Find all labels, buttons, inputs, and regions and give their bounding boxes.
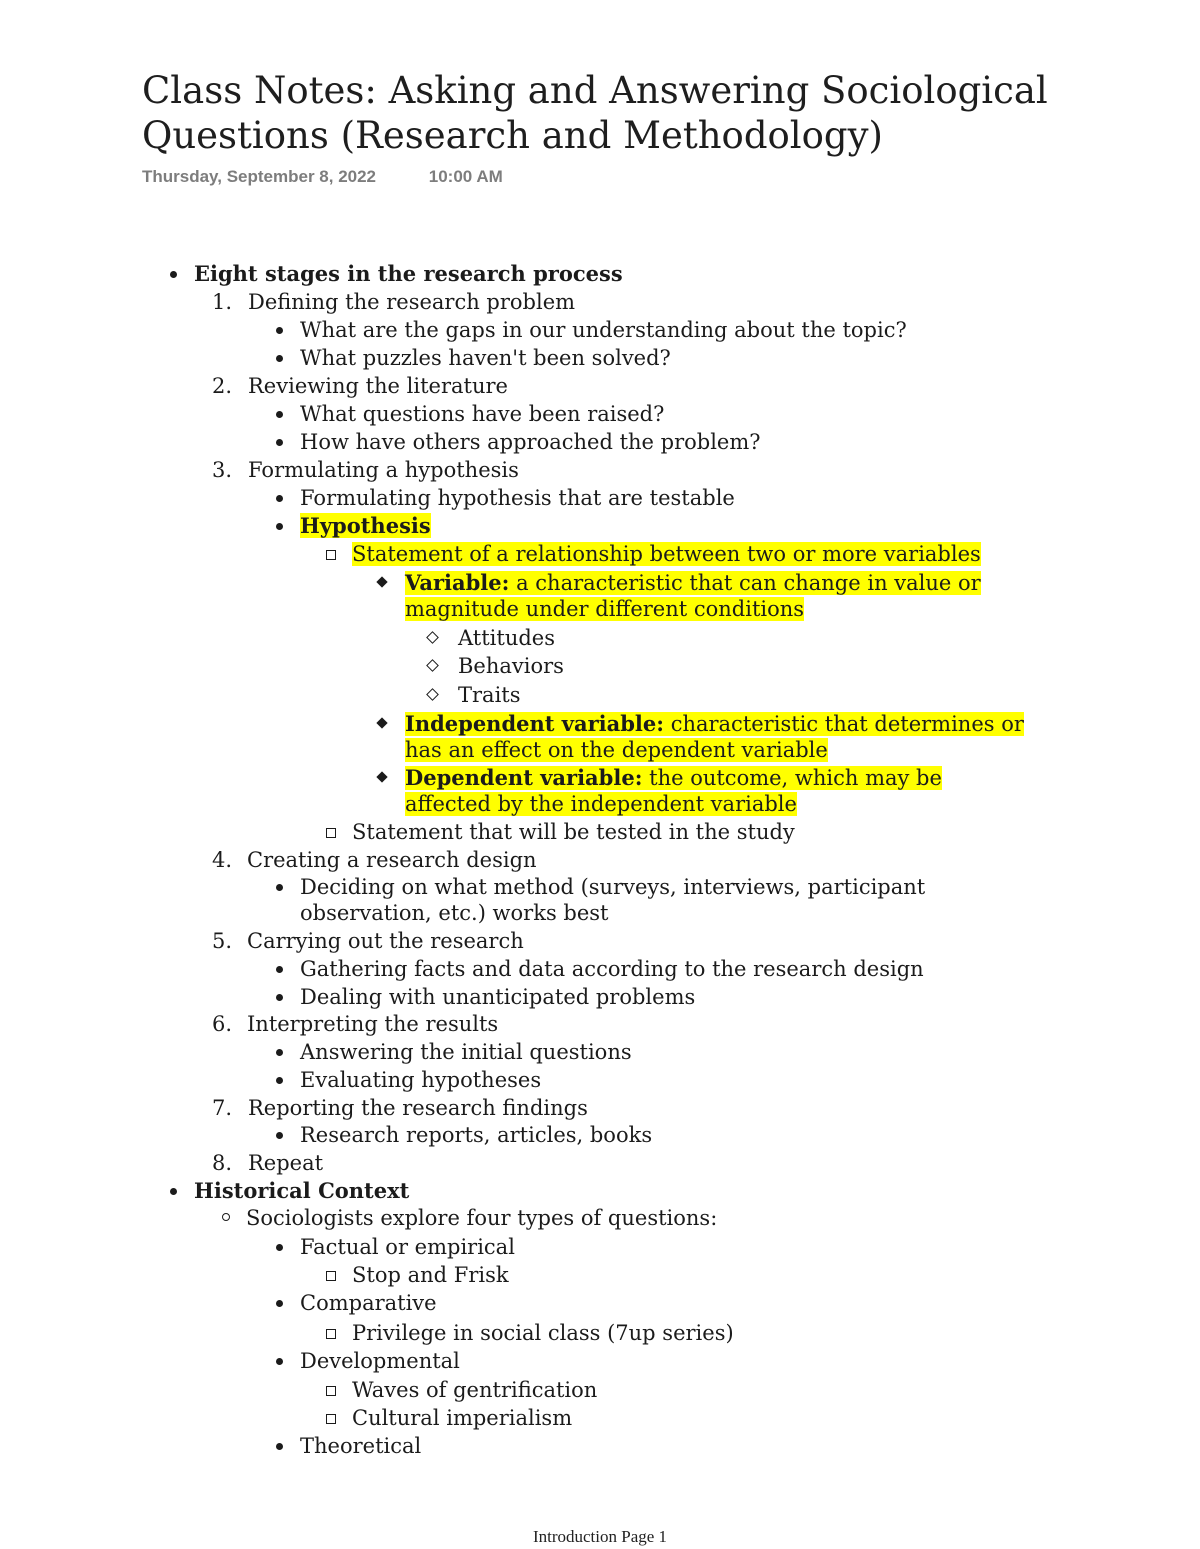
- definition: magnitude under different conditions: [405, 597, 805, 621]
- list-item: [204, 1149, 323, 1177]
- square-bullet-icon: [326, 1329, 336, 1339]
- term: Independent variable:: [405, 711, 665, 736]
- list-item: [170, 1177, 409, 1205]
- list-item: [428, 624, 555, 652]
- bullet-icon: [276, 327, 283, 334]
- list-item: [276, 484, 735, 512]
- list-item: [276, 1066, 541, 1094]
- list-text: Developmental: [300, 1349, 460, 1373]
- list-text: Waves of gentrification: [352, 1378, 598, 1402]
- list-text: Repeat: [248, 1151, 324, 1175]
- list-item: [378, 764, 942, 792]
- list-item: [204, 456, 519, 484]
- bullet-icon: [276, 1077, 283, 1084]
- list-item: [204, 1094, 588, 1122]
- list-text: Comparative: [300, 1291, 437, 1315]
- list-item: [276, 344, 671, 372]
- term: Dependent variable:: [405, 765, 643, 790]
- bullet-icon: [276, 1300, 283, 1307]
- list-item: [326, 540, 981, 568]
- list-text: Cultural imperialism: [352, 1406, 573, 1430]
- bullet-icon: [276, 884, 283, 891]
- term: Variable:: [405, 570, 510, 595]
- list-item: [276, 512, 431, 540]
- bullet-icon: [276, 523, 283, 530]
- list-item: [428, 681, 521, 709]
- outline-diamond-bullet-icon: [426, 688, 439, 701]
- diamond-bullet-icon: [376, 771, 387, 782]
- list-item: [276, 1289, 437, 1317]
- bullet-icon: [276, 439, 283, 446]
- definition: affected by the independent variable: [405, 792, 797, 816]
- diamond-bullet-icon: [376, 717, 387, 728]
- list-text: How have others approached the problem?: [300, 430, 761, 454]
- circle-bullet-icon: [222, 1213, 230, 1221]
- list-number: 4.: [211, 848, 232, 872]
- list-text: observation, etc.) works best: [300, 901, 609, 925]
- section-heading: Eight stages in the research process: [194, 261, 623, 286]
- list-text: Gathering facts and data according to the research design: [300, 957, 924, 981]
- bullet-icon: [276, 495, 283, 502]
- definition: characteristic that determines or: [664, 712, 1024, 736]
- list-text: Dealing with unanticipated problems: [300, 985, 696, 1009]
- page-title: Class Notes: Asking and Answering Sociological Questions (Research and Methodology): [142, 69, 1048, 157]
- note-date: Thursday, September 8, 2022: [142, 167, 377, 186]
- list-item: [378, 710, 1024, 738]
- list-item: [276, 983, 695, 1011]
- section-heading: Historical Context: [194, 1178, 410, 1203]
- list-item-continuation: [405, 736, 828, 764]
- list-item: [276, 316, 907, 344]
- bullet-icon: [170, 271, 177, 278]
- list-text: Interpreting the results: [247, 1012, 499, 1036]
- note-time: 10:00 AM: [428, 167, 503, 186]
- list-item: [326, 1404, 572, 1432]
- bullet-icon: [276, 411, 283, 418]
- list-text: What questions have been raised?: [300, 402, 665, 426]
- square-bullet-icon: [326, 550, 336, 560]
- list-item: [276, 400, 664, 428]
- list-text: Formulating hypothesis that are testable: [300, 486, 735, 510]
- list-item: [326, 1319, 734, 1347]
- list-item: [276, 1038, 632, 1066]
- square-bullet-icon: [326, 1271, 336, 1281]
- diamond-bullet-icon: [376, 576, 387, 587]
- outline-diamond-bullet-icon: [426, 631, 439, 644]
- list-item: [326, 1261, 509, 1289]
- list-number: 1.: [211, 290, 232, 314]
- bullet-icon: [276, 1049, 283, 1056]
- bullet-icon: [170, 1188, 177, 1195]
- list-item: [378, 569, 981, 597]
- list-item: [204, 1010, 498, 1038]
- page-footer: Introduction Page 1: [532, 1527, 668, 1546]
- list-text: Carrying out the research: [247, 929, 524, 953]
- list-text: Traits: [458, 683, 521, 707]
- square-bullet-icon: [326, 828, 336, 838]
- list-item: [276, 873, 925, 901]
- bullet-icon: [276, 355, 283, 362]
- list-text: Answering the initial questions: [300, 1040, 632, 1064]
- list-text: Factual or empirical: [300, 1235, 515, 1259]
- list-item: [276, 955, 924, 983]
- bullet-icon: [276, 994, 283, 1001]
- list-number: 7.: [211, 1096, 232, 1120]
- list-text: Research reports, articles, books: [300, 1123, 653, 1147]
- list-item: [170, 260, 623, 288]
- list-text: Theoretical: [300, 1434, 422, 1458]
- list-text: Attitudes: [458, 626, 556, 650]
- list-text: Behaviors: [458, 654, 564, 678]
- list-item: [204, 372, 508, 400]
- list-item: [276, 1347, 460, 1375]
- list-text: Reviewing the literature: [248, 374, 508, 398]
- definition: a characteristic that can change in value or: [509, 571, 981, 595]
- note-meta: [142, 167, 503, 187]
- list-item: [222, 1204, 717, 1232]
- bullet-icon: [276, 1358, 283, 1365]
- list-text: What puzzles haven't been solved?: [300, 346, 671, 370]
- list-text: What are the gaps in our understanding about the topic?: [300, 318, 907, 342]
- list-text: Statement of a relationship between two or more variables: [352, 542, 981, 566]
- list-item: [326, 1376, 597, 1404]
- list-text: Evaluating hypotheses: [300, 1068, 542, 1092]
- list-item: [204, 846, 537, 874]
- list-item: [326, 818, 795, 846]
- outline-diamond-bullet-icon: [426, 659, 439, 672]
- list-number: 2.: [211, 374, 232, 398]
- list-item: [276, 428, 761, 456]
- list-text: Reporting the research findings: [248, 1096, 588, 1120]
- list-text: Stop and Frisk: [352, 1263, 509, 1287]
- list-item: [428, 652, 564, 680]
- bullet-icon: [276, 1244, 283, 1251]
- list-item-continuation: [300, 899, 608, 927]
- list-text: Sociologists explore four types of questions:: [246, 1206, 718, 1230]
- list-item-continuation: [405, 790, 797, 818]
- list-text: Formulating a hypothesis: [248, 458, 519, 482]
- list-item-continuation: [405, 595, 804, 623]
- list-item: [276, 1432, 421, 1460]
- list-item: [204, 288, 575, 316]
- bullet-icon: [276, 1443, 283, 1450]
- list-item: [276, 1121, 652, 1149]
- bullet-icon: [276, 1132, 283, 1139]
- list-text: Defining the research problem: [248, 290, 576, 314]
- highlighted-term: Hypothesis: [300, 513, 431, 538]
- list-text: Creating a research design: [247, 848, 537, 872]
- list-item: [276, 1233, 515, 1261]
- list-number: 3.: [211, 458, 232, 482]
- list-number: 6.: [211, 1012, 232, 1036]
- square-bullet-icon: [326, 1386, 336, 1396]
- list-text: Deciding on what method (surveys, interviews, participant: [300, 875, 926, 899]
- definition: has an effect on the dependent variable: [405, 738, 828, 762]
- bullet-icon: [276, 966, 283, 973]
- list-text: Privilege in social class (7up series): [352, 1321, 734, 1345]
- square-bullet-icon: [326, 1414, 336, 1424]
- list-text: Statement that will be tested in the study: [352, 820, 795, 844]
- list-item: [204, 927, 524, 955]
- definition: the outcome, which may be: [642, 766, 942, 790]
- list-number: 5.: [211, 929, 232, 953]
- list-number: 8.: [211, 1151, 232, 1175]
